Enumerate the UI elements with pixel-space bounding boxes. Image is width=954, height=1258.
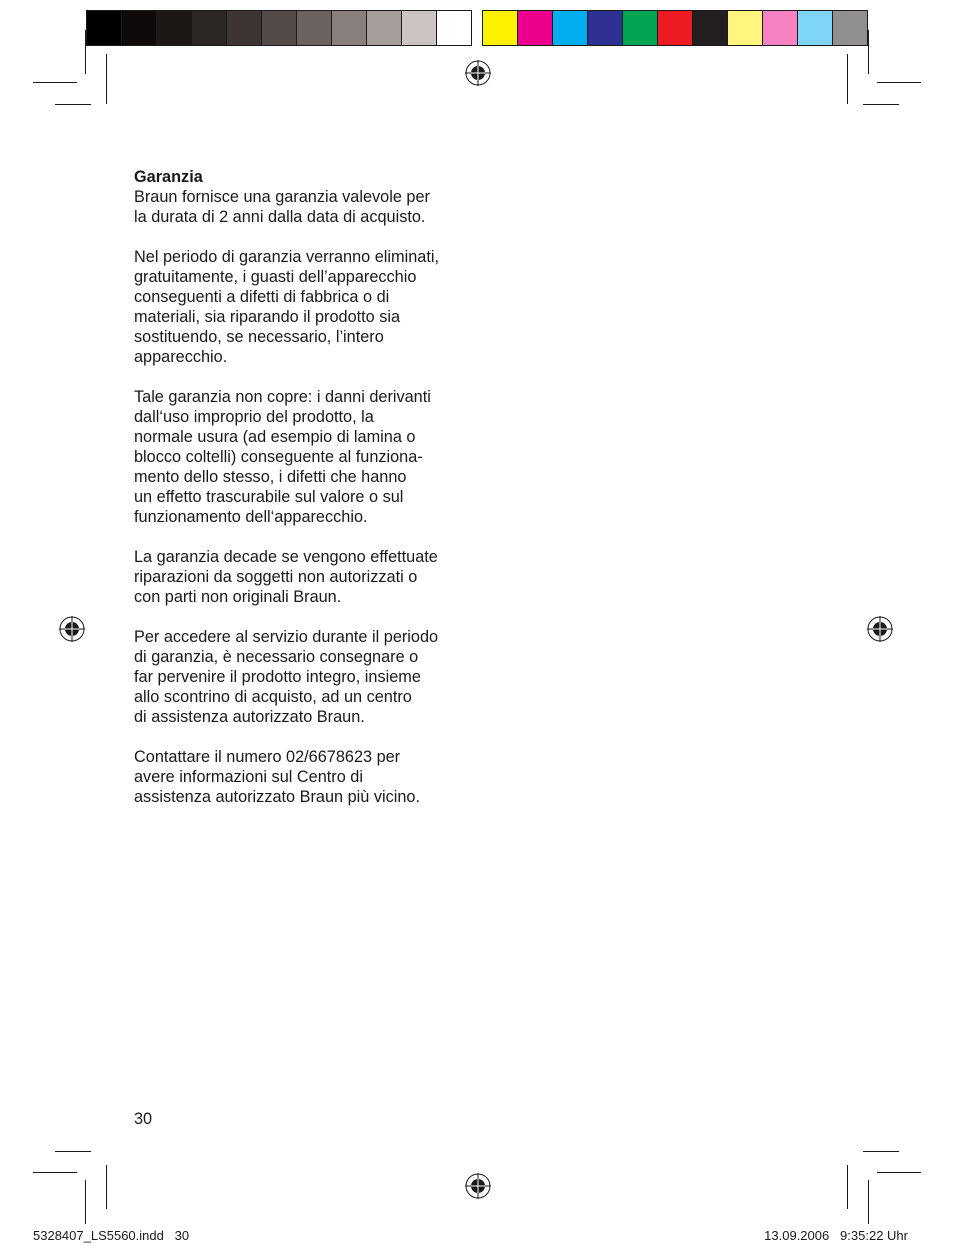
warranty-section (134, 167, 474, 827)
crop-mark (106, 1165, 107, 1209)
paragraph: Braun fornisce una garanzia valevole per la durata di 2 anni dalla data di acquisto. (134, 188, 430, 226)
color-swatch (833, 11, 867, 45)
color-swatch (588, 11, 623, 45)
crop-mark (847, 1165, 848, 1209)
crop-mark (33, 1172, 77, 1173)
crop-mark (877, 1172, 921, 1173)
crop-mark (55, 1151, 91, 1152)
color-swatch (122, 11, 157, 45)
color-swatch (87, 11, 122, 45)
crop-mark (85, 30, 86, 74)
crop-mark (33, 82, 77, 83)
color-swatch (297, 11, 332, 45)
paragraph: Tale garanzia non copre: i danni derivanti dall‘uso improprio del prodotto, la normale usura (ad esempio di lamina o blocco coltelli) conseguente al funziona- mento dello stesso, i difetti che hanno un effetto trascurabile sul valore o sul funzionamento dell‘apparecchio. (134, 388, 431, 526)
paragraph: La garanzia decade se vengono effettuate riparazioni da soggetti non autorizzati o con parti non originali Braun. (134, 548, 438, 606)
crop-mark (863, 104, 899, 105)
color-swatch (658, 11, 693, 45)
color-swatch (332, 11, 367, 45)
color-swatch (518, 11, 553, 45)
color-swatch (157, 11, 192, 45)
crop-mark (847, 54, 848, 104)
color-swatch (623, 11, 658, 45)
color-swatch (553, 11, 588, 45)
registration-mark-icon (465, 60, 491, 86)
registration-mark-icon (59, 616, 85, 642)
crop-mark (863, 1151, 899, 1152)
paragraph: Nel periodo di garanzia verranno eliminati, gratuitamente, i guasti dell’apparecchio conseguenti a difetti di fabbrica o di materiali, sia riparando il prodotto sia sostituendo, se necessario, l’intero apparecchio. (134, 248, 439, 366)
color-swatch (728, 11, 763, 45)
crop-mark (85, 1180, 86, 1224)
section-heading: Garanzia (134, 168, 203, 186)
registration-mark-icon (465, 1173, 491, 1199)
paragraph: Contattare il numero 02/6678623 per avere informazioni sul Centro di assistenza autorizzato Braun più vicino. (134, 748, 420, 806)
color-swatch (402, 11, 437, 45)
crop-mark (877, 82, 921, 83)
slug-timestamp: 13.09.2006 9:35:22 Uhr (764, 1228, 908, 1243)
slug-file-info: 5328407_LS5560.indd 30 (33, 1228, 190, 1243)
color-swatch (227, 11, 262, 45)
color-swatch (483, 11, 518, 45)
crop-mark (868, 30, 869, 74)
process-color-bar (482, 10, 868, 46)
color-swatch (763, 11, 798, 45)
page-number: 30 (134, 1110, 153, 1128)
crop-mark (106, 54, 107, 104)
color-swatch (437, 11, 471, 45)
paragraph: Per accedere al servizio durante il periodo di garanzia, è necessario consegnare o far pervenire il prodotto integro, insieme allo scontrino di acquisto, ad un centro di assistenza autorizzato Braun. (134, 628, 439, 726)
color-swatch (192, 11, 227, 45)
registration-mark-icon (867, 616, 893, 642)
color-swatch (367, 11, 402, 45)
color-swatch (798, 11, 833, 45)
crop-mark (868, 1180, 869, 1224)
crop-mark (55, 104, 91, 105)
color-swatch (693, 11, 728, 45)
color-swatch (262, 11, 297, 45)
grayscale-color-bar (86, 10, 472, 46)
